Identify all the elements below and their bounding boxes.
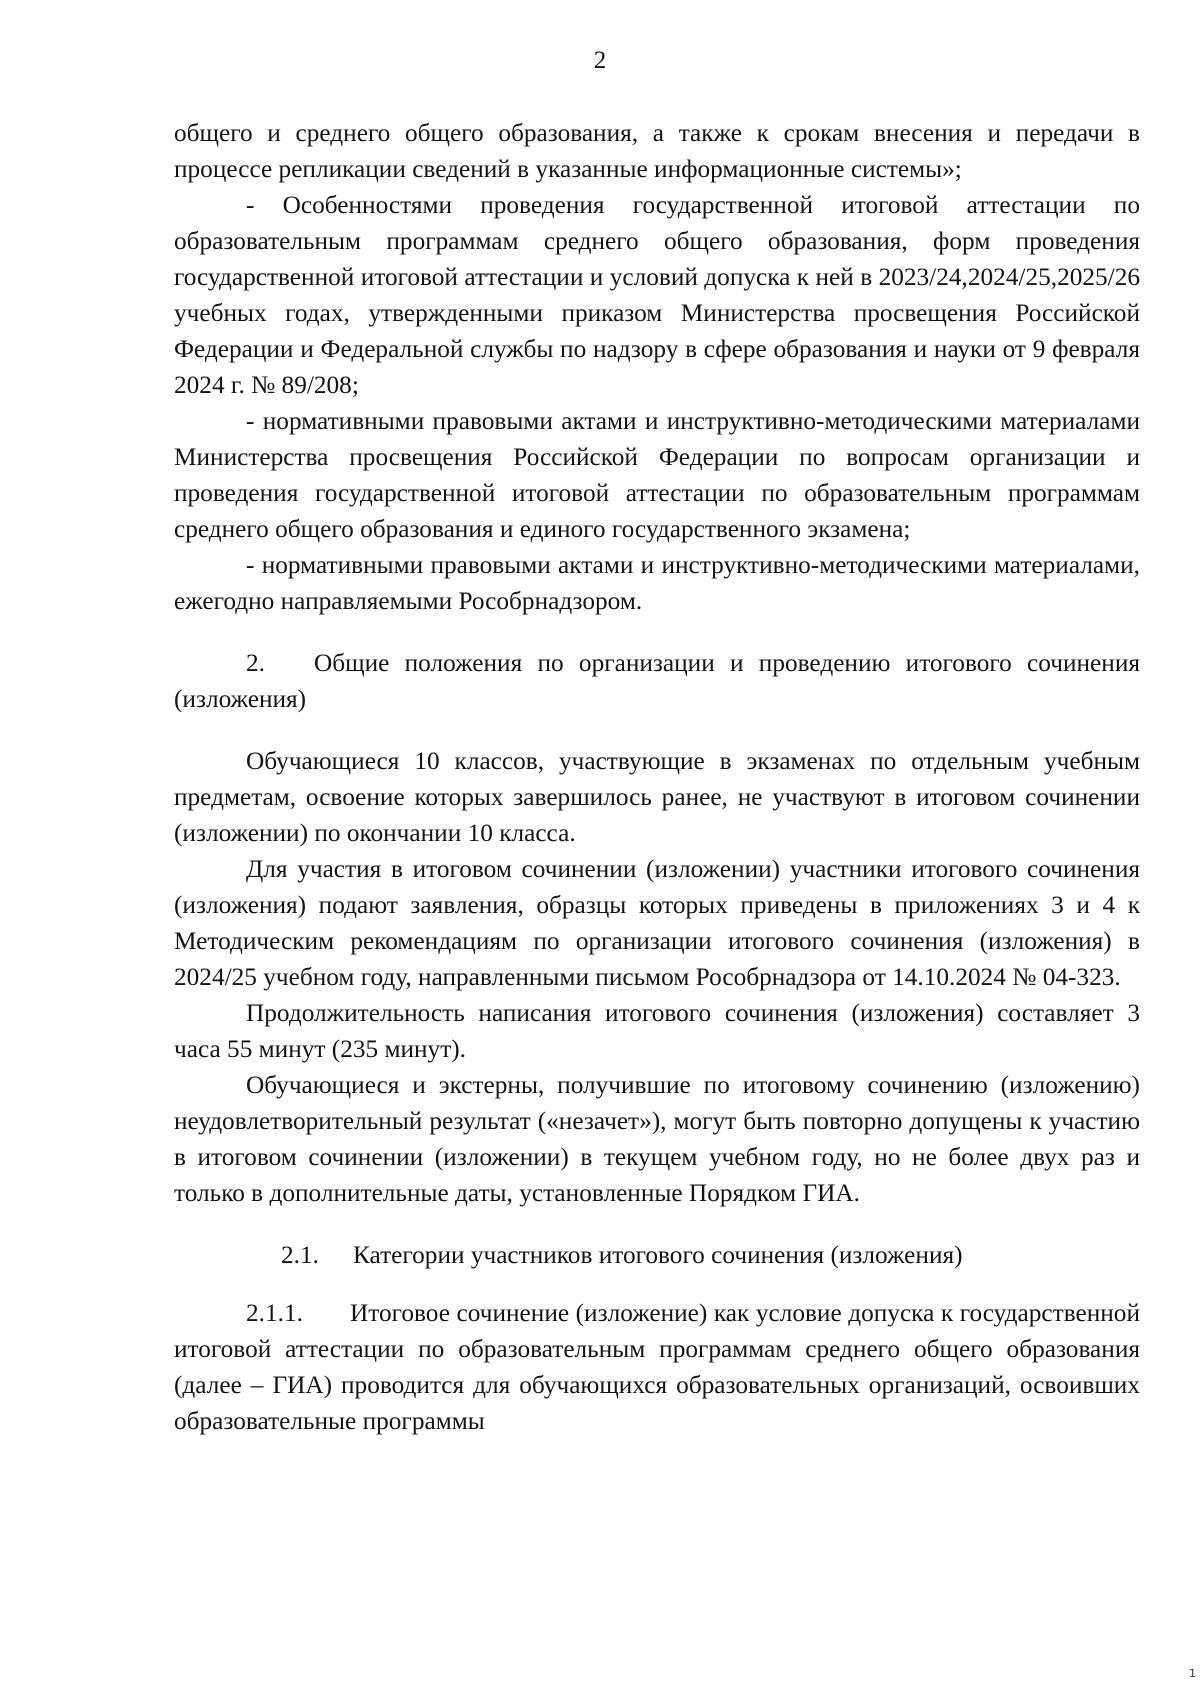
subsection-number: 2.1. <box>281 1241 319 1269</box>
list-item: - нормативными правовыми актами и инструктивно-методическими материалами, ежегодно направляемыми Рособрнадзором. <box>174 551 1140 615</box>
list-item: - Особенностями проведения государственной итоговой аттестации по образовательным программам среднего общего образования, форм проведения государственной итоговой аттестации и условий допуска к ней в 2023/24,2024/25,2025/26 учебных годах, утвержденными приказом Министерства просвещения Российской Федерации и Федеральной службы по надзору в сфере образования и науки от 9 февраля 2024 г. № 89/208; <box>174 191 1140 399</box>
page-number: 2 <box>593 47 607 74</box>
clause-number: 2.1.1. <box>246 1299 303 1327</box>
section-heading <box>174 645 1140 717</box>
edge-mark: 1 <box>1189 1667 1196 1680</box>
list-item: - нормативными правовыми актами и инструктивно-методическими материалами Министерства просвещения Российской Федерации по вопросам организации и проведения государственной итоговой аттестации по образовательным программам среднего общего образования и единого государственного экзамена; <box>174 407 1140 543</box>
document-body <box>174 115 1140 1439</box>
paragraph: Обучающиеся и экстерны, получившие по итоговому сочинению (изложению) неудовлетворительный результат («незачет»), могут быть повторно допущены к участию в итоговом сочинении (изложении) в текущем учебном году, но не более двух раз и только в дополнительные даты, установленные Порядком ГИА. <box>174 1071 1140 1207</box>
paragraph: Продолжительность написания итогового сочинения (изложения) составляет 3 часа 55 минут (235 минут). <box>174 999 1140 1063</box>
clause-paragraph <box>174 1295 1140 1439</box>
paragraph: Для участия в итоговом сочинении (изложении) участники итогового сочинения (изложения) подают заявления, образцы которых приведены в приложениях 3 и 4 к Методическим рекомендациям по организации итогового сочинения (изложения) в 2024/25 учебном году, направленными письмом Рособрнадзора от 14.10.2024 № 04-323. <box>174 855 1140 991</box>
subsection-heading <box>174 1237 1140 1273</box>
section-title: Общие положения по организации и проведению итогового сочинения (изложения) <box>174 649 1140 713</box>
section-number: 2. <box>246 649 265 677</box>
paragraph: Обучающиеся 10 классов, участвующие в экзаменах по отдельным учебным предметам, освоение которых завершилось ранее, не участвуют в итоговом сочинении (изложении) по окончании 10 класса. <box>174 747 1140 847</box>
clause-text: Итоговое сочинение (изложение) как условие допуска к государственной итоговой аттестации по образовательным программам среднего общего образования (далее – ГИА) проводится для обучающихся образовательных организаций, освоивших образовательные программы <box>174 1299 1140 1435</box>
subsection-title: Категории участников итогового сочинения (изложения) <box>353 1241 963 1269</box>
paragraph-continuation: общего и среднего общего образования, а также к срокам внесения и передачи в процессе репликации сведений в указанные информационные системы»; <box>174 119 1140 183</box>
